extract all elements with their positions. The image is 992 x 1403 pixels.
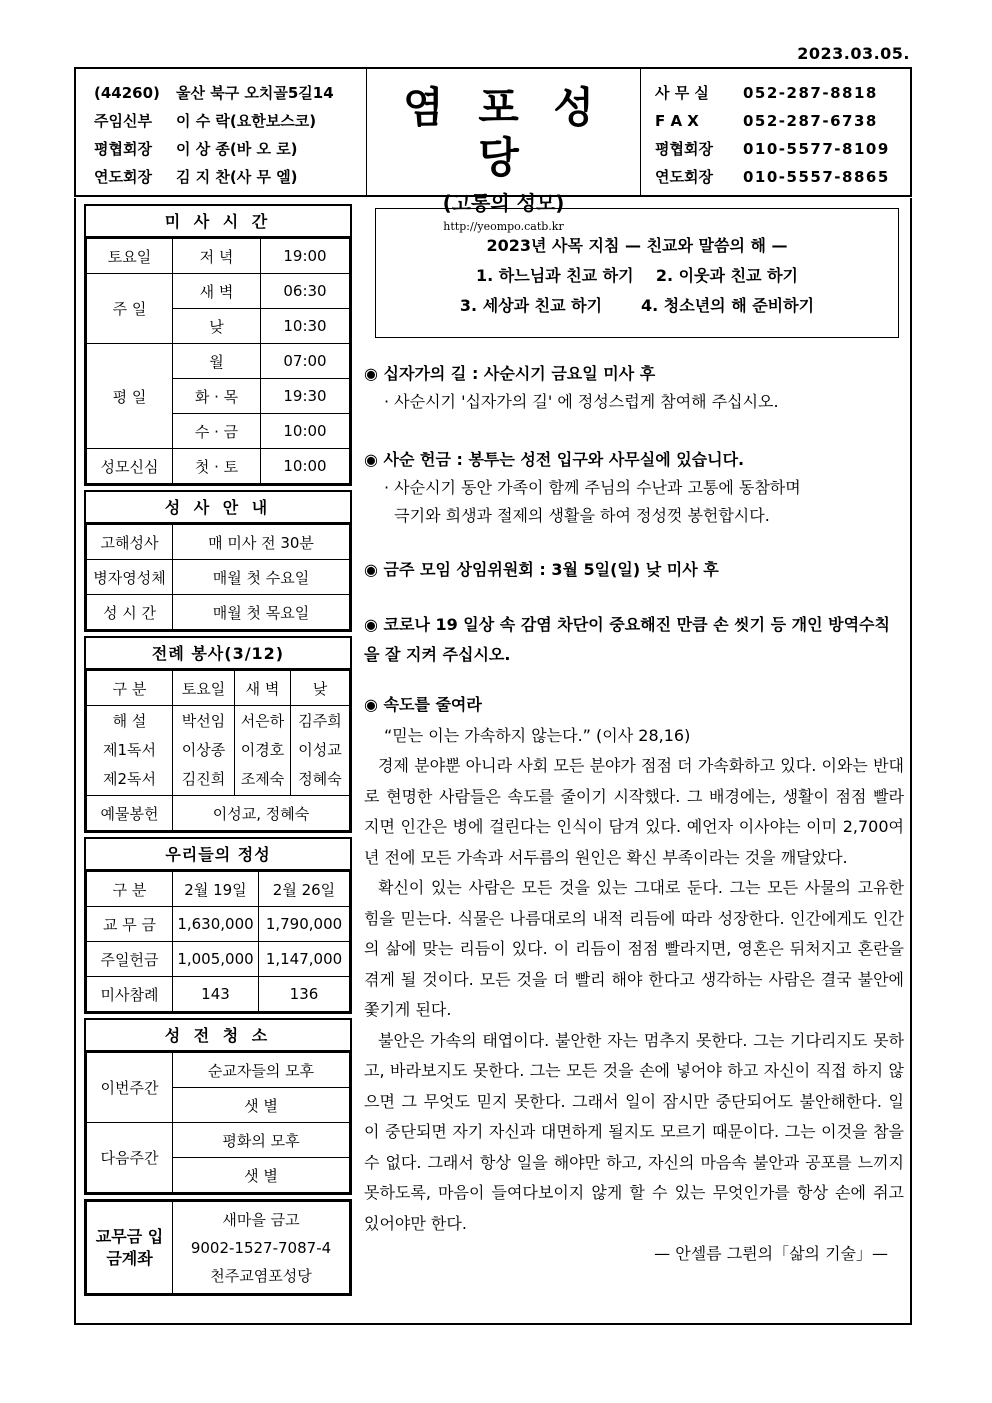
guideline-title: 2023년 사목 지침 — 친교와 말씀의 해 —: [486, 236, 788, 255]
table-cell: [173, 706, 235, 796]
article-paragraph: 경제 분야뿐 아니라 사회 모든 분야가 점점 더 가속화하고 있다. 이와는 반대로 현명한 사람들은 속도를 줄이기 시작했다. 그 배경에는, 생활이 점점 빨라지면 인간은 병에 걸린다는 인식이 담겨 있다. 예언자 이사야는 이미 2,700여 년 전에 모든 가속과 서두름의 원인은 확신 부족이라는 것을 깨달았다.: [364, 756, 904, 867]
server-name: 박선임: [181, 712, 226, 730]
sacraments-box: [84, 490, 352, 632]
table-header: 새 벽: [235, 671, 291, 706]
table-cell: 교 무 금: [87, 907, 173, 942]
info-value: 김 지 찬(사 무 엘): [176, 168, 298, 186]
notice-body: 극기와 희생과 절제의 생활을 하여 정성껏 봉헌합시다.: [384, 506, 770, 525]
server-name: 이상종: [181, 741, 226, 759]
table-cell: 성모신심: [87, 449, 173, 484]
notice-item: [364, 556, 904, 584]
table-cell: 새 벽: [173, 274, 261, 309]
role-label: 해 설: [112, 712, 147, 730]
contact-row: [655, 163, 910, 191]
mass-schedule-box: [84, 204, 352, 486]
table-cell: [87, 706, 173, 796]
article-quote: “믿는 이는 가속하지 않는다.” (이사 28,16): [384, 725, 691, 745]
info-row: [94, 135, 366, 163]
contact-label: 평협회장: [655, 140, 713, 158]
table-cell: 병자영성체: [87, 560, 173, 595]
table-cell: 143: [173, 977, 259, 1012]
table-cell: 낮: [173, 309, 261, 344]
info-row: [94, 163, 366, 191]
cleaning-table: [86, 1052, 350, 1193]
table-header: 2월 26일: [259, 872, 350, 907]
account-line: 새마을 금고: [222, 1210, 300, 1229]
table-row: [87, 274, 350, 309]
info-label: 평협회장: [94, 140, 152, 158]
table-cell: [173, 1202, 350, 1294]
server-name: 김주희: [298, 712, 342, 730]
table-cell: 샛 별: [173, 1158, 350, 1193]
contact-value: 052-287-8818: [743, 84, 878, 102]
bulletin-body: [74, 198, 912, 1325]
contact-row: [655, 107, 910, 135]
server-name: 김진희: [181, 770, 226, 788]
table-header: 낮: [291, 671, 350, 706]
info-row: [94, 79, 366, 107]
table-row: [87, 344, 350, 379]
main-content: [364, 208, 904, 1270]
table-cell: 1,790,000: [259, 907, 350, 942]
guideline-line: 3. 세상과 친교 하기 4. 청소년의 해 준비하기: [459, 296, 815, 315]
parish-url[interactable]: http://yeompo.catb.kr: [443, 220, 564, 233]
table-row: [87, 595, 350, 630]
info-label: 주임신부: [94, 112, 152, 130]
info-row: [94, 107, 366, 135]
parish-title: 염 포 성 당: [403, 83, 604, 182]
info-label: (44260): [94, 84, 160, 102]
table-cell: 매월 첫 목요일: [173, 595, 350, 630]
table-cell: 매월 첫 수요일: [173, 560, 350, 595]
table-cell: 평화의 모후: [173, 1123, 350, 1158]
reflection-article: [364, 690, 904, 1270]
table-cell: 고해성사: [87, 525, 173, 560]
table-cell: 순교자들의 모후: [173, 1053, 350, 1088]
server-name: 정혜숙: [298, 770, 342, 788]
table-row: [87, 449, 350, 484]
article-paragraph: 불안은 가속의 태엽이다. 불안한 자는 멈추지 못한다. 그는 기다리지도 못하고, 바라보지도 못한다. 그는 모든 것을 손에 넣어야 하고 자신이 직접 하지 않으면 그 무엇도 믿지 못한다. 그래서 일이 잠시만 중단되어도 불안해한다. 일이 중단되면 자기 자신과 대면하게 될지도 모르기 때문이다. 그는 이것을 참을 수 없다. 그래서 항상 일을 해야만 하고, 자신의 마음속 불안과 공포를 느끼지 못하도록, 마음이 들여다보이지 않게 할 수 있는 무엇인가를 항상 손에 쥐고 있어야만 한다.: [364, 1030, 904, 1233]
table-cell: [291, 706, 350, 796]
table-cell: 19:30: [261, 379, 350, 414]
liturgy-box: [84, 636, 352, 833]
notice-heading: ◉ 십자가의 길 : 사순시기 금요일 미사 후: [364, 364, 656, 383]
parish-subtitle: (고통의 성모): [442, 191, 565, 215]
notice-item: [364, 360, 904, 416]
table-cell: 매 미사 전 30분: [173, 525, 350, 560]
account-label: 교무금 입금계좌: [87, 1202, 173, 1294]
contact-label: F A X: [655, 112, 699, 130]
server-name: 서은하: [240, 712, 285, 730]
sacraments-table: [86, 524, 350, 630]
table-cell: 1,005,000: [173, 942, 259, 977]
pastoral-guideline-box: [375, 208, 899, 338]
notice-body: · 사순시기 동안 가족이 함께 주님의 수난과 고통에 동참하며: [384, 478, 801, 497]
donations-box: [84, 837, 352, 1014]
table-row: [87, 560, 350, 595]
table-cell: [235, 706, 291, 796]
table-cell: 저 녁: [173, 239, 261, 274]
server-name: 이경호: [240, 741, 285, 759]
table-cell: 평 일: [87, 344, 173, 449]
table-cell: 다음주간: [87, 1123, 173, 1193]
table-cell: 주 일: [87, 274, 173, 344]
account-table: [86, 1201, 350, 1294]
table-cell: 월: [173, 344, 261, 379]
contact-label: 사 무 실: [655, 84, 709, 102]
donations-table: [86, 871, 350, 1012]
table-row: [87, 706, 350, 796]
mass-schedule-table: [86, 238, 350, 484]
parish-info: [76, 69, 366, 195]
article-credit: — 안셀름 그륀의「삶의 기술」—: [654, 1244, 888, 1263]
table-cell: 06:30: [261, 274, 350, 309]
table-row: [87, 1202, 350, 1294]
table-header: 구 분: [87, 671, 173, 706]
table-cell: 미사참례: [87, 977, 173, 1012]
contact-row: [655, 135, 910, 163]
table-cell: 예물봉헌: [87, 796, 173, 831]
cleaning-title: 성 전 청 소: [86, 1020, 350, 1052]
table-cell: 성 시 간: [87, 595, 173, 630]
donations-title: 우리들의 정성: [86, 839, 350, 871]
table-cell: 10:30: [261, 309, 350, 344]
server-name: 이성교: [298, 741, 342, 759]
info-label: 연도회장: [94, 168, 152, 186]
table-cell: 10:00: [261, 414, 350, 449]
guideline-line: 1. 하느님과 친교 하기 2. 이웃과 친교 하기: [476, 266, 798, 285]
info-value: 이 수 락(요한보스코): [176, 112, 317, 130]
liturgy-title: 전례 봉사(3/12): [86, 638, 350, 670]
mass-schedule-title: 미 사 시 간: [86, 206, 350, 238]
server-name: 조제숙: [240, 770, 285, 788]
notice-body: · 사순시기 '십자가의 길' 에 정성스럽게 참여해 주십시오.: [384, 392, 779, 411]
table-row: [87, 942, 350, 977]
table-cell: 수 · 금: [173, 414, 261, 449]
table-cell: 1,630,000: [173, 907, 259, 942]
article-title: ◉ 속도를 줄여라: [364, 695, 482, 714]
table-cell: 10:00: [261, 449, 350, 484]
table-cell: 1,147,000: [259, 942, 350, 977]
table-cell: 19:00: [261, 239, 350, 274]
contact-label: 연도회장: [655, 168, 713, 186]
account-box: [84, 1199, 352, 1296]
table-row: [87, 977, 350, 1012]
table-cell: 07:00: [261, 344, 350, 379]
parish-title-block: [366, 69, 641, 233]
notice-item: [364, 610, 904, 670]
article-paragraph: 확신이 있는 사람은 모든 것을 있는 그대로 둔다. 그는 모든 사물의 고유한 힘을 믿는다. 식물은 나름대로의 내적 리듬에 따라 성장한다. 인간에게도 인간의 삶에 맞는 리듬이 있다. 이 리듬이 점점 빨라지면, 영혼은 뒤처지고 혼란을 겪게 될 것이다. 모든 것을 더 빨리 해야 한다고 생각하는 사람은 결국 불안에 쫓기게 된다.: [364, 878, 904, 1019]
table-header: 2월 19일: [173, 872, 259, 907]
table-row: [87, 796, 350, 831]
info-value: 이 상 종(바 오 로): [176, 140, 298, 158]
table-cell: 이성교, 정혜숙: [173, 796, 350, 831]
table-row: [87, 239, 350, 274]
table-cell: 이번주간: [87, 1053, 173, 1123]
sidebar: [84, 204, 352, 1296]
table-row: [87, 671, 350, 706]
notice-heading: ◉ 금주 모임 상임위원회 : 3월 5일(일) 낮 미사 후: [364, 560, 719, 579]
table-cell: 샛 별: [173, 1088, 350, 1123]
table-row: [87, 1053, 350, 1088]
table-cell: 첫 · 토: [173, 449, 261, 484]
role-label: 제1독서: [102, 741, 156, 759]
table-cell: 토요일: [87, 239, 173, 274]
table-cell: 화 · 목: [173, 379, 261, 414]
table-row: [87, 907, 350, 942]
table-cell: 136: [259, 977, 350, 1012]
role-label: 제2독서: [102, 770, 156, 788]
table-row: [87, 525, 350, 560]
contact-value: 010-5557-8865: [743, 168, 890, 186]
notice-heading: ◉ 코로나 19 일상 속 감염 차단이 중요해진 만큼 손 씻기 등 개인 방역수칙을 잘 지켜 주십시오.: [364, 615, 890, 664]
contact-value: 052-287-6738: [743, 112, 878, 130]
bulletin-date: 2023.03.05.: [797, 44, 910, 63]
contact-info: [641, 69, 910, 195]
info-value: 울산 북구 오치골5길14: [176, 84, 334, 102]
cleaning-box: [84, 1018, 352, 1195]
notice-heading: ◉ 사순 헌금 : 봉투는 성전 입구와 사무실에 있습니다.: [364, 450, 745, 469]
table-row: [87, 872, 350, 907]
liturgy-table: [86, 670, 350, 831]
contact-value: 010-5577-8109: [743, 140, 890, 158]
table-header: 토요일: [173, 671, 235, 706]
table-header: 구 분: [87, 872, 173, 907]
notice-item: [364, 446, 904, 530]
sacraments-title: 성 사 안 내: [86, 492, 350, 524]
table-cell: 주일헌금: [87, 942, 173, 977]
account-line: 9002-1527-7087-4: [190, 1238, 332, 1257]
table-row: [87, 1123, 350, 1158]
account-line: 천주교염포성당: [210, 1266, 312, 1285]
contact-row: [655, 79, 910, 107]
